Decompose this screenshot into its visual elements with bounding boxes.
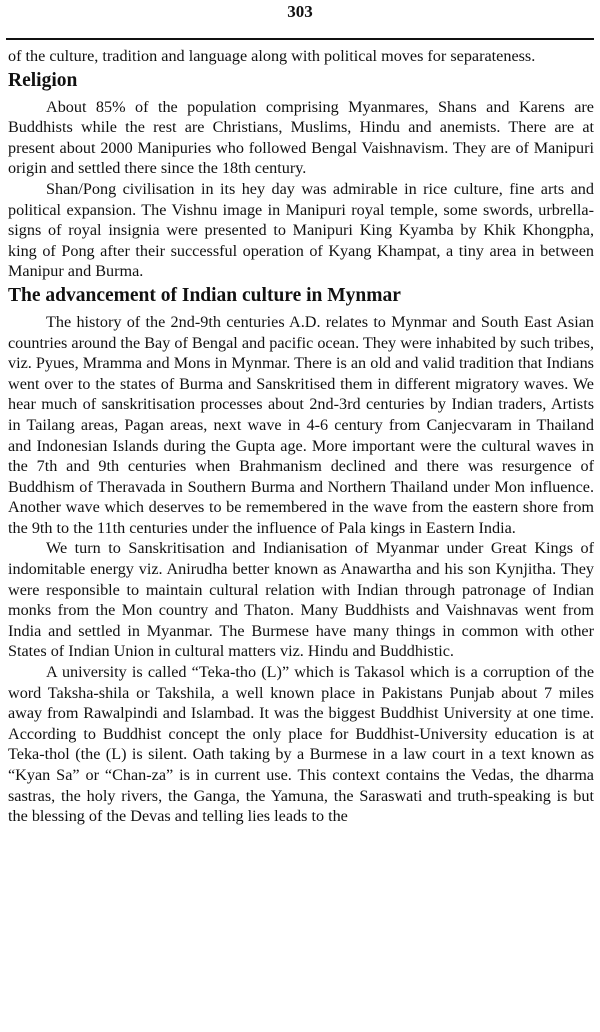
paragraph-sanskritisation: We turn to Sanskritisation and Indianisation of Myanmar under Great Kings of indomitable energy viz. Anirudha better known as Anawartha and his son Kynjitha. They were responsible to maintain cultural relation with Indian through patronage of Indian monks from the Mon country and Thaton. Many Buddhists and Vaishnavas went from India and settled in Myanmar. The Burmese have many things in common with other States of Indian Union in cultural matters viz. Hindu and Buddhistic. bbox=[8, 539, 594, 661]
section-heading-indian-culture: The advancement of Indian culture in Mynmar bbox=[8, 284, 401, 306]
page-number: 303 bbox=[287, 2, 313, 21]
paragraph-university: A university is called “Teka-tho (L)” which is Takasol which is a corruption of the word Taksha-shila or Takshila, a well known place in Pakistans Punjab about 7 miles away from Rawalpindi and Islambad. It was the biggest Buddhist University at one time. According to Buddhist concept the only place for Buddhist-University education is at Teka-thol (the (L) is silent. Oath taking by a Burmese in a law court in a text known as “Kyan Sa” or “Chan-za” is in current use. This context contains the Vedas, the dharma sastras, the holy rivers, the Ganga, the Yamuna, the Saraswati and truth-speaking is but the blessing of the Devas and telling lies leads to the bbox=[8, 663, 594, 826]
page-body bbox=[8, 46, 594, 827]
paragraph-history: The history of the 2nd-9th centuries A.D. relates to Mynmar and South East Asian countries around the Bay of Bengal and pacific ocean. They were inhabited by such tribes, viz. Pyues, Mramma and Mons in Mynmar. There is an old and valid tradition that Indians went over to the states of Burma and Sanskritised them in different migratory waves. We hear much of sanskritisation processes about 2nd-3rd centuries by Indian traders, Artists in Tailang areas, Pagan areas, next wave in 4-6 century from Canjecvaram in Thailand and Indonesian Islands during the Gupta age. More important were the cultural waves in the 7th and 9th centuries when Brahmanism declined and there was resurgence of Buddhism of Theravada in Southern Burma and Northern Thailand under Mon influence. Another wave which deserves to be remembered in the wave from the eastern shore from the 9th to the 11th centuries under the influence of Pala kings in Eastern India. bbox=[8, 312, 594, 537]
section-heading-religion: Religion bbox=[8, 69, 78, 91]
paragraph-shan-pong: Shan/Pong civilisation in its hey day was admirable in rice culture, fine arts and political expansion. The Vishnu image in Manipuri royal temple, some swords, urbrella-signs of royal insignia were presented to Manipuri King Kyamba by Khik Khongpha, king of Pong after their successful operation of Kyang Khampat, a tiny area in between Manipur and Burma. bbox=[8, 179, 594, 281]
paragraph-continuation: of the culture, tradition and language along with political moves for separateness. bbox=[8, 47, 536, 65]
paragraph-population: About 85% of the population comprising Myanmares, Shans and Karens are Buddhists while the rest are Christians, Muslims, Hindu and anemists. There are at present about 2000 Manipuries who followed Bengal Vaishnavism. They are of Manipuri origin and settled there since the 18th century. bbox=[8, 97, 594, 178]
header-rule bbox=[6, 38, 594, 40]
